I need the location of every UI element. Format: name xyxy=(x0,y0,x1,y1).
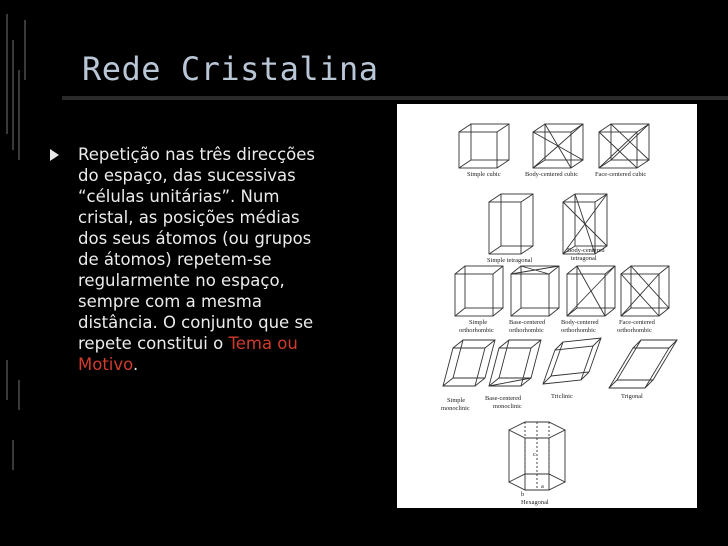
figure-label: c xyxy=(533,451,536,458)
left-decoration xyxy=(6,0,32,546)
figure-label: orthorhombic xyxy=(459,327,494,334)
figure-label: tetragonal xyxy=(571,255,597,262)
figure-label: orthorhombic xyxy=(561,327,596,334)
simple-orthorhombic-icon xyxy=(455,266,503,316)
figure-label: Body-centered cubic xyxy=(525,171,579,178)
figure-label: Simple xyxy=(447,397,466,404)
body-centered-orthorhombic-icon xyxy=(567,266,615,316)
figure-label: Hexagonal xyxy=(521,499,549,506)
simple-tetragonal-icon xyxy=(489,194,533,254)
figure-label: orthorhombic xyxy=(509,327,544,334)
slide-title: Rede Cristalina xyxy=(82,50,379,88)
figure-label: Base-centered xyxy=(509,319,546,326)
bullet-trailing: . xyxy=(132,355,139,374)
body-centered-cubic-icon xyxy=(533,124,583,168)
base-centered-orthorhombic-icon xyxy=(511,266,559,316)
figure-label: Face-centered xyxy=(619,319,655,326)
bullet-body: Repetição nas três direcções do espaço, das sucessivas “células unitárias”. Num cristal, as posições médias dos seus átomos (ou grupos de átomos) repetem-se regularmente no espaço, sempre com a mesma distância. O conjunto que se repete constitui o xyxy=(78,145,315,353)
triclinic-icon xyxy=(543,338,601,384)
bullet-item xyxy=(50,144,330,375)
figure-label: orthorhombic xyxy=(617,327,652,334)
face-centered-orthorhombic-icon xyxy=(621,266,669,316)
figure-label: Trigonal xyxy=(621,393,643,400)
figure-label: a xyxy=(541,483,544,490)
figure-label: Simple xyxy=(469,319,488,326)
base-centered-monoclinic-icon xyxy=(489,340,541,386)
bullet-arrow-icon xyxy=(50,149,59,161)
figure-label: monoclinic xyxy=(441,405,470,412)
simple-monoclinic-icon xyxy=(443,340,495,386)
trigonal-icon xyxy=(609,340,677,388)
simple-cubic-icon xyxy=(459,124,509,168)
body-centered-tetragonal-icon xyxy=(563,194,607,254)
figure-label: Simple tetragonal xyxy=(487,257,533,264)
figure-label: Triclinic xyxy=(551,393,573,400)
figure-label: Body-centered xyxy=(567,247,605,254)
figure-label: Base-centered xyxy=(485,395,522,402)
figure-label: Face-centered cubic xyxy=(595,171,647,178)
figure-label: Simple cubic xyxy=(467,171,501,178)
title-underline xyxy=(62,96,728,100)
face-centered-cubic-icon xyxy=(599,124,649,168)
figure-label: monoclinic xyxy=(493,403,522,410)
bullet-text xyxy=(78,144,330,375)
bravais-lattices-figure xyxy=(397,104,697,508)
figure-label: b xyxy=(521,491,525,498)
lattice-diagram xyxy=(397,104,697,508)
highlight-term: Tema ou Motivo xyxy=(78,334,298,374)
hexagonal-icon xyxy=(509,422,565,490)
figure-label: Body-centered xyxy=(561,319,599,326)
